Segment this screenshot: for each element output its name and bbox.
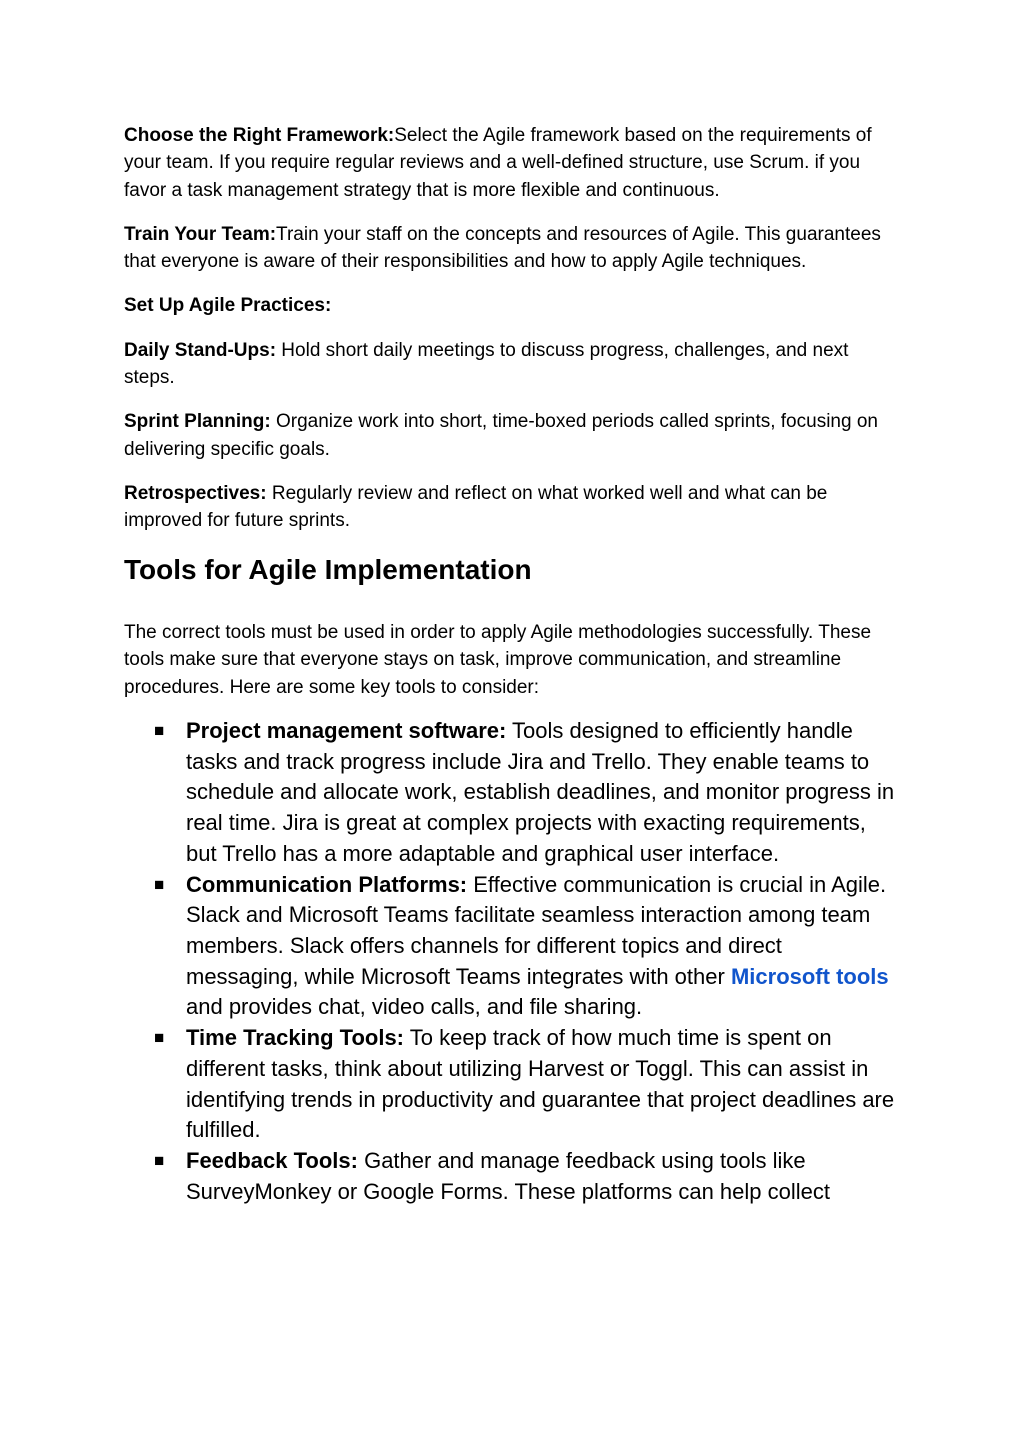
list-item-label: Communication Platforms: [186, 871, 468, 897]
tools-intro: The correct tools must be used in order to apply Agile methodologies successfully. These tools make sure that everyone stays on task, improve communication, and streamline procedures. Here are some key tools to consider: [124, 621, 872, 698]
retro-text: Regularly review and reflect on what worked well and what can be improved for future sprints. [124, 482, 828, 532]
microsoft-tools-link[interactable]: Microsoft tools [730, 963, 889, 989]
framework-label: Choose the Right Framework: [124, 125, 395, 146]
list-item-communication [154, 870, 899, 1024]
standups-label: Daily Stand-Ups: [124, 339, 277, 361]
list-item-label: Project management software: [186, 718, 507, 744]
bullet-square-icon: ■ [154, 874, 165, 894]
bullet-square-icon: ■ [154, 721, 165, 741]
standups-text: Hold short daily meetings to discuss progress, challenges, and next steps. [124, 339, 849, 389]
list-item-text: Tools designed to efficiently handle tasks and track progress include Jira and Trello. They enable teams to schedule and allocate work, establish deadlines, and monitor progress in real time. Jira is great at complex projects with exacting requirements, but Trello has a more adaptable and graphical user interface. [186, 718, 895, 866]
list-item-label: Time Tracking Tools: [186, 1025, 405, 1051]
bullet-square-icon: ■ [154, 1150, 165, 1170]
list-item-text: Effective communication is crucial in Agile. Slack and Microsoft Teams facilitate seamless interaction among team members. Slack offers channels for different topics and direct messaging, while Microsoft Teams integrates with other [186, 871, 887, 989]
list-item-text: Gather and manage feedback using tools like SurveyMonkey or Google Forms. These platforms can help collect [186, 1147, 830, 1204]
tools-heading: Tools for Agile Implementation [124, 553, 532, 585]
standups-paragraph [124, 337, 899, 392]
list-item-project-management [154, 716, 899, 870]
list-item-time-tracking [154, 1023, 899, 1146]
train-text: Train your staff on the concepts and resources of Agile. This guarantees that everyone is aware of their responsibilities and how to apply Agile techniques. [124, 223, 881, 273]
sprint-text: Organize work into short, time-boxed periods called sprints, focusing on delivering specific goals. [124, 411, 878, 460]
sprint-label: Sprint Planning: [124, 411, 271, 433]
list-item-text: To keep track of how much time is spent on different tasks, think about utilizing Harvest or Toggl. This can assist in identifying trends in productivity and guarantee that project deadlines are fulfilled. [186, 1025, 895, 1143]
setup-label: Set Up Agile Practices: [124, 295, 332, 317]
document-page [124, 122, 899, 1207]
list-item-label: Feedback Tools: [186, 1147, 358, 1173]
train-paragraph [124, 221, 899, 276]
framework-text: Select the Agile framework based on the requirements of your team. If you require regular reviews and a well-defined structure, use Scrum. if you favor a task management strategy that is more flexible and continuous. [124, 125, 872, 201]
bullet-square-icon: ■ [154, 1028, 165, 1048]
retro-paragraph [124, 480, 899, 535]
train-label: Train Your Team: [124, 223, 277, 245]
sprint-paragraph [124, 408, 899, 463]
retro-label: Retrospectives: [124, 482, 267, 504]
tools-list [124, 716, 899, 1207]
list-item-feedback [154, 1146, 899, 1207]
framework-paragraph [124, 122, 899, 204]
setup-paragraph [124, 292, 899, 319]
list-item-text-after: and provides chat, video calls, and file sharing. [186, 994, 643, 1020]
